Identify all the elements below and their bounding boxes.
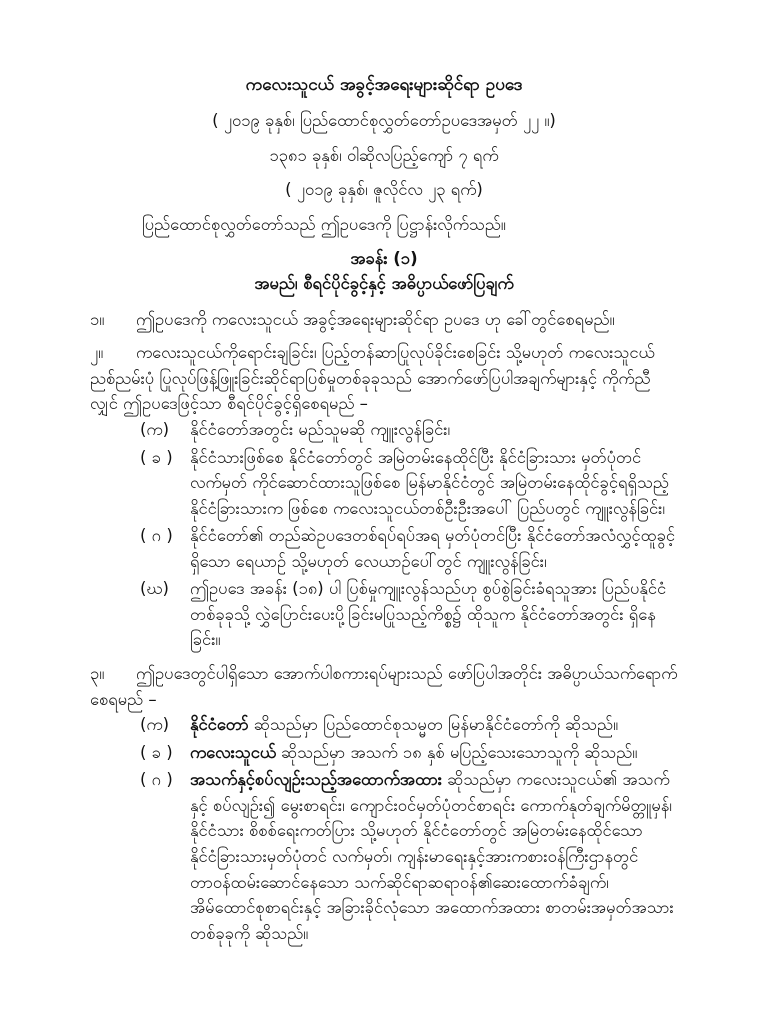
list-item <box>140 417 678 443</box>
item-number: ( ခ ) <box>140 447 173 467</box>
section-text-first-line: ကလေးသူငယ်ကိုရောင်းချခြင်း၊ ပြည့်တန်ဆာပြုလုပ်ခိုင်းစေခြင်း သို့မဟုတ် ကလေးသူငယ် <box>136 343 655 363</box>
item-text: နိုင်ငံတော်၏ တည်ဆဲဥပဒေတစ်ရပ်ရပ်အရ မှတ်ပုံတင်ပြီး နိုင်ငံတော်အလံလွှင့်ထူခွင့် ရှိသော ရေယာဉ် သို့မဟုတ် လေယာဉ်ပေါ်တွင် ကျူးလွန်ခြင်း၊ <box>190 526 676 571</box>
item-number: ( ဂ ) <box>140 526 173 546</box>
definition-item <box>140 712 678 738</box>
enactment-clause: ပြည်ထောင်စုလွှတ်တော်သည် ဤဥပဒေကို ပြဋ္ဌာန်းလိုက်သည်။ <box>142 215 506 235</box>
list-item <box>140 523 678 574</box>
date-myanmar: ၁၃၈၁ ခုနှစ်၊ ဝါဆိုလပြည့်ကျော် ၇ ရက် <box>269 145 499 165</box>
law-title: ကလေးသူငယ် အခွင့်အရေးများဆိုင်ရာ ဥပဒေ <box>245 75 523 95</box>
defined-term: အသက်နှင့်စပ်လျဉ်းသည့်အထောက်အထား <box>190 770 442 790</box>
list-item <box>140 445 678 522</box>
item-number: (က) <box>140 419 170 439</box>
section-2 <box>90 340 678 653</box>
item-text: နိုင်ငံတော်အတွင်း မည်သူမဆို ကျူးလွန်ခြင်း၊ <box>190 419 451 439</box>
item-number: ( ခ ) <box>140 742 173 762</box>
law-reference: ( ၂၀၁၉ ခုနှစ်၊ ပြည်ထောင်စုလွှတ်တော်ဥပဒေအမှတ် ၂၂ ။) <box>212 111 556 131</box>
definition-text: ဆိုသည်မှာ ပြည်ထောင်စုသမ္မတ မြန်မာနိုင်ငံတော်ကို ဆိုသည်။ <box>248 715 618 735</box>
defined-term: ကလေးသူငယ် <box>190 742 276 762</box>
item-number: (ဃ) <box>140 579 169 599</box>
section-number: ၃။ <box>90 664 105 684</box>
item-number: ( ဂ ) <box>140 770 173 790</box>
definition-item <box>140 740 678 766</box>
definition-item <box>140 767 678 946</box>
chapter-label: အခန်း (၁) <box>350 248 418 268</box>
item-text: နိုင်ငံသားဖြစ်စေ နိုင်ငံတော်တွင် အမြဲတမ်းနေထိုင်ပြီး နိုင်ငံခြားသား မှတ်ပုံတင်လက်မှတ် ကိုင်ဆောင်ထားသူဖြစ်စေ မြန်မာနိုင်ငံတွင် အမြဲတမ်းနေထိုင်ခွင့်ရရှိသည့် နိုင်ငံခြားသားက ဖြစ်စေ ကလေးသူငယ်တစ်ဦးဦးအပေါ် ပြည်ပတွင် ကျူးလွန်ခြင်း၊ <box>190 447 669 518</box>
section-text: ဤဥပဒေကို ကလေးသူငယ် အခွင့်အရေးများဆိုင်ရာ ဥပဒေ ဟု ခေါ်တွင်စေရမည်။ <box>136 309 615 329</box>
defined-term: နိုင်ငံတော် <box>190 715 249 735</box>
item-text: ဤဥပဒေ အခန်း (၁၈) ပါ ပြစ်မှုကျူးလွန်သည်ဟု စွပ်စွဲခြင်းခံရသူအား ပြည်ပနိုင်ငံ တစ်ခုခုသို့ လွှဲပြောင်းပေးပို့ခြင်းမပြုသည့်ကိစ္စ၌ ထိုသူက နိုင်ငံတော်အတွင်း ရှိနေခြင်း။ <box>190 579 667 650</box>
list-item <box>140 576 678 653</box>
chapter-title: အမည်၊ စီရင်ပိုင်ခွင့်နှင့် အဓိပ္ပာယ်ဖော်ပြချက် <box>254 274 514 294</box>
section-text-continued: စေရမည် – <box>90 689 157 709</box>
section-number: ၂။ <box>90 343 104 363</box>
definition-text: ဆိုသည်မှာ ကလေးသူငယ်၏ အသက်နှင့် စပ်လျဉ်း၍ မွေးစာရင်း၊ ကျောင်းဝင်မှတ်ပုံတင်စာရင်း ကောက်နုတ်ချက်မိတ္တူမှန်၊ နိုင်ငံသား စိစစ်ရေးကတ်ပြား သို့မဟုတ် နိုင်ငံတော်တွင် အမြဲတမ်းနေထိုင်သော နိုင်ငံခြားသားမှတ်ပုံတင် လက်မှတ်၊ ကျန်းမာရေးနှင့်အားကစားဝန်ကြီးဌာနတွင် တာဝန်ထမ်းဆောင်နေသော သက်ဆိုင်ရာဆရာဝန်၏ဆေးထောက်ခံချက်၊ အိမ်ထောင်စုစာရင်းနှင့် အခြားခိုင်လုံသော အထောက်အထား စာတမ်းအမှတ်အသားတစ်ခုခုကို ဆိုသည်။ <box>190 770 674 943</box>
section-number: ၁။ <box>90 309 105 329</box>
section-text-continued: ညစ်ညမ်းပုံ ပြုလုပ်ဖြန့်ဖြူးခြင်းဆိုင်ရာပြစ်မှုတစ်ခုခုသည် အောက်ဖော်ပြပါအချက်များနှင့် ကိုက်ညီလျှင် ဤဥပဒေဖြင့်သာ စီရင်ပိုင်ခွင့်ရှိစေရမည် – <box>90 368 651 414</box>
definition-text: ဆိုသည်မှာ အသက် ၁၈ နှစ် မပြည့်သေးသောသူကို ဆိုသည်။ <box>275 742 638 762</box>
date-gregorian: ( ၂၀၁၉ ခုနှစ်၊ ဇူလိုင်လ ၂၃ ရက်) <box>285 180 483 200</box>
section-text-first-line: ဤဥပဒေတွင်ပါရှိသော အောက်ပါစကားရပ်များသည် ဖော်ပြပါအတိုင်း အဓိပ္ပာယ်သက်ရောက် <box>136 664 678 684</box>
section-1 <box>90 307 678 333</box>
item-number: (က) <box>140 715 170 735</box>
section-3 <box>90 661 678 946</box>
